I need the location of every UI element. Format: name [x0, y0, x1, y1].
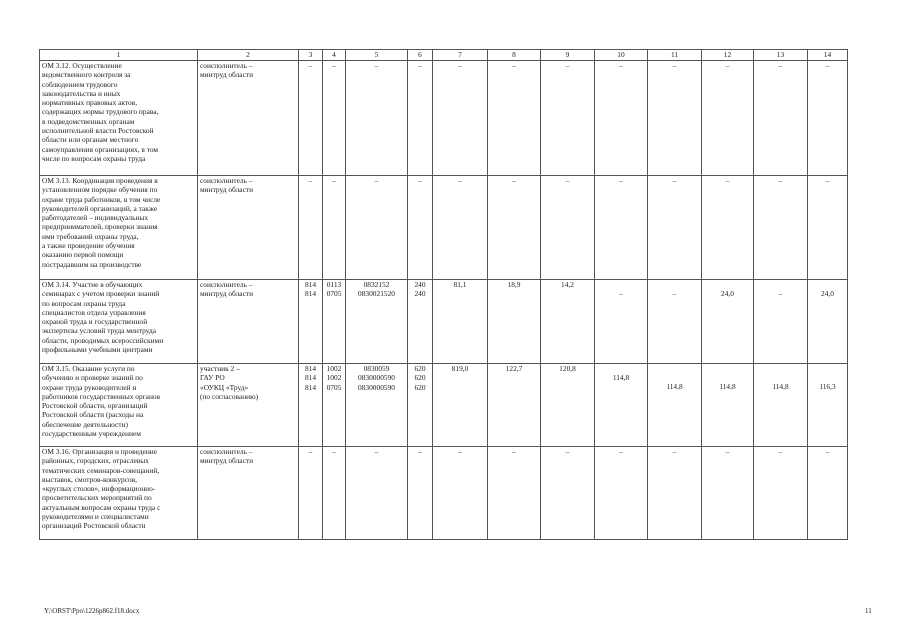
measure-name-line: выставок, смотров-конкурсов, [42, 474, 138, 484]
cell-value: – [565, 447, 570, 456]
value-cell-c4 [323, 61, 346, 176]
measure-name-line: организаций Ростовской области [42, 521, 146, 531]
measure-name-line: а также проведение обучения [42, 241, 135, 251]
table-row [40, 61, 848, 176]
measure-name-line: числе по вопросам охраны труда [42, 153, 146, 163]
value-cell-c14 [808, 280, 848, 364]
value-cell-c7 [433, 176, 488, 280]
measure-name-line: руководителей организаций, а также [42, 203, 158, 213]
col-header: 5 [346, 50, 408, 61]
cell-value: – [825, 447, 830, 456]
value-cell-c3 [299, 61, 323, 176]
cell-value: 814 [304, 280, 317, 289]
cell-value: – [512, 176, 516, 185]
measure-name-line: ведомственного контроля за [42, 70, 131, 80]
col-header: 7 [433, 50, 488, 61]
cell-value: 240 [414, 289, 426, 299]
value-cell-c7 [433, 447, 488, 540]
cell-value: 122,7 [505, 364, 523, 373]
cell-value: – [308, 61, 313, 70]
cell-value: – [778, 447, 783, 456]
measure-name-line: охране труда работников, в том числе [42, 194, 161, 204]
cell-value: – [374, 61, 379, 70]
cell-value: – [778, 61, 783, 70]
cell-value: – [332, 61, 336, 70]
table-row [40, 280, 848, 364]
col-header: 4 [323, 50, 346, 61]
col-header: 10 [595, 50, 648, 61]
value-cell-c13 [754, 176, 808, 280]
cell-value: 240 [414, 280, 426, 289]
footer-file-path: Y:\ORST\Ppo\1226p862.f18.docx [44, 607, 140, 615]
cell-value: 114,8 [612, 373, 630, 382]
cell-value: – [825, 61, 830, 70]
executor-line: соисполнитель – [200, 280, 253, 289]
cell-value: 819,0 [451, 364, 469, 373]
cell-value: 116,3 [819, 382, 836, 391]
value-cell-c5 [346, 447, 408, 540]
col-header: 13 [754, 50, 808, 61]
measure-name-line: ОМ 3.14. Участие в обучающих [42, 280, 143, 289]
cell-value: 0830059 [363, 364, 390, 373]
col-header: 14 [808, 50, 848, 61]
cell-value: 0705 [326, 382, 342, 392]
measure-name-line: Ростовской области (расходы на [42, 410, 144, 420]
cell-value: – [458, 176, 462, 185]
col-header: 6 [408, 50, 433, 61]
value-cell-c11 [648, 447, 702, 540]
cell-value: – [565, 176, 570, 185]
cell-value: 1002 [326, 373, 342, 383]
cell-value: 14,2 [561, 280, 574, 289]
cell-value: – [512, 61, 516, 70]
executor-line: минтруд области [200, 289, 254, 299]
col-header: 11 [648, 50, 702, 61]
value-cell-c10 [595, 176, 648, 280]
cell-value: – [778, 289, 783, 298]
cell-value: – [374, 176, 379, 185]
cell-value: – [458, 61, 462, 70]
value-cell-c6 [408, 280, 433, 364]
cell-value: – [672, 447, 677, 456]
cell-value: – [619, 176, 623, 185]
table-row [40, 364, 848, 447]
cell-value: 620 [414, 364, 426, 373]
cell-value: 18,9 [507, 280, 521, 289]
measure-name-line: профильными учебными центрами [42, 345, 153, 355]
value-cell-c8 [488, 364, 541, 447]
measure-name-line: ОМ 3.13. Координация проведения в [42, 176, 158, 185]
cell-value: 620 [414, 373, 426, 383]
measure-name-line: ОМ 3.16. Организация и проведение [42, 447, 158, 456]
value-cell-c3 [299, 447, 323, 540]
measure-name-line: руководителями и специалистами [42, 512, 149, 522]
cell-value: – [512, 447, 516, 456]
cell-value: 114,8 [719, 382, 736, 391]
measure-name-line: исполнительной власти Ростовской [42, 126, 154, 136]
executor-cell [198, 447, 299, 540]
measure-name-line: семинарах с учетом проверки знаний [42, 289, 160, 299]
cell-value: 24,0 [821, 289, 834, 298]
table-row [40, 447, 848, 540]
executor-line: участник 2 – [200, 364, 240, 373]
executor-line: соисполнитель – [200, 61, 253, 70]
value-cell-c10 [595, 61, 648, 176]
cell-value: – [672, 61, 677, 70]
value-cell-c9 [541, 447, 595, 540]
measure-name-line: государственным учреждением [42, 429, 141, 439]
cell-value: – [725, 447, 730, 456]
cell-value: – [825, 176, 830, 185]
value-cell-c10 [595, 447, 648, 540]
measure-name-cell [40, 61, 198, 176]
value-cell-c12 [702, 280, 754, 364]
measure-name-line: установленном порядке обучения по [42, 185, 158, 195]
value-cell-c11 [648, 364, 702, 447]
measure-name-line: районных, городских, отраслевых [42, 456, 149, 466]
measure-name-line: обеспечение деятельности) [42, 419, 128, 429]
measure-name-line: соблюдением трудового [42, 79, 118, 89]
cell-value: 81,1 [453, 280, 467, 289]
value-cell-c14 [808, 447, 848, 540]
cell-value: 114,8 [772, 382, 789, 391]
cell-value: – [332, 447, 336, 456]
value-cell-c8 [488, 280, 541, 364]
executor-line: (по согласованию) [200, 391, 259, 401]
measure-name-line: тематических семинаров-совещаний, [42, 465, 160, 475]
measure-name-line: работодателей – индивидуальных [42, 213, 149, 223]
value-cell-c13 [754, 447, 808, 540]
cell-value: – [778, 176, 783, 185]
value-cell-c10 [595, 280, 648, 364]
value-cell-c7 [433, 364, 488, 447]
cell-value: – [308, 176, 313, 185]
value-cell-c6 [408, 61, 433, 176]
value-cell-c12 [702, 176, 754, 280]
measure-name-line: экспертизы условий труда минтруда [42, 326, 157, 336]
value-cell-c9 [541, 280, 595, 364]
value-cell-c5 [346, 364, 408, 447]
value-cell-c6 [408, 364, 433, 447]
cell-value: – [725, 61, 730, 70]
cell-value: 0830021520 [358, 289, 395, 299]
value-cell-c5 [346, 176, 408, 280]
value-cell-c5 [346, 280, 408, 364]
measure-name-cell [40, 364, 198, 447]
cell-value: 814 [304, 364, 317, 373]
measure-name-line: актуальным вопросам охраны труда с [42, 502, 161, 512]
measure-name-line: по вопросам охраны труда [42, 298, 126, 308]
measure-name-line: области или органам местного [42, 135, 139, 145]
measure-name-line: специалистов отдела управления [42, 307, 146, 317]
measure-name-line: ОМ 3.12. Осуществление [42, 61, 122, 70]
value-cell-c6 [408, 176, 433, 280]
measure-name-line: обучению и проверке знаний по [42, 373, 143, 383]
cell-value: 0830000590 [358, 382, 395, 392]
value-cell-c14 [808, 61, 848, 176]
measure-name-line: области, проводимых всероссийскими [42, 335, 164, 345]
value-cell-c8 [488, 176, 541, 280]
value-cell-c4 [323, 364, 346, 447]
cell-value: – [619, 61, 623, 70]
cell-value: 0832152 [363, 280, 390, 289]
measure-name-line: просветительских мероприятий по [42, 493, 152, 503]
value-cell-c5 [346, 61, 408, 176]
measure-name-line: Ростовской области, организаций [42, 401, 148, 411]
value-cell-c12 [702, 447, 754, 540]
measure-name-line: предпринимателей, проверки знания [42, 222, 158, 232]
executor-line: минтруд области [200, 185, 254, 195]
cell-value: 0705 [326, 289, 342, 299]
measure-name-cell [40, 176, 198, 280]
value-cell-c6 [408, 447, 433, 540]
value-cell-c7 [433, 280, 488, 364]
cell-value: – [725, 176, 730, 185]
measure-name-line: в подведомственных органам [42, 116, 135, 126]
table-row [40, 176, 848, 280]
value-cell-c13 [754, 61, 808, 176]
cell-value: – [458, 447, 462, 456]
cell-value: 620 [414, 382, 426, 392]
executor-cell [198, 61, 299, 176]
executor-line: минтруд области [200, 70, 254, 80]
value-cell-c11 [648, 176, 702, 280]
measure-name-line: нормативных правовых актов, [42, 98, 138, 108]
measure-name-line: законодательства и иных [42, 88, 121, 98]
col-header: 9 [541, 50, 595, 61]
measure-name-line: оказанию первой помощи [42, 250, 124, 260]
cell-value: 114,8 [666, 382, 683, 391]
measure-name-line: пострадавшим на производстве [42, 259, 142, 269]
value-cell-c11 [648, 280, 702, 364]
executor-line: ГАУ РО [200, 373, 225, 383]
executor-line: минтруд области [200, 456, 254, 466]
col-header: 12 [702, 50, 754, 61]
cell-value: – [418, 447, 422, 456]
value-cell-c9 [541, 364, 595, 447]
cell-value: – [374, 447, 379, 456]
cell-value: 814 [304, 382, 317, 392]
measure-name-line: работников государственных органов [42, 391, 161, 401]
executor-line: «ОУКЦ «Труд» [200, 382, 249, 392]
value-cell-c11 [648, 61, 702, 176]
cell-value: – [418, 176, 422, 185]
col-header: 8 [488, 50, 541, 61]
measure-name-line: охраной труда и государственной [42, 317, 148, 327]
value-cell-c3 [299, 176, 323, 280]
value-cell-c12 [702, 364, 754, 447]
value-cell-c4 [323, 280, 346, 364]
cell-value: 814 [304, 373, 317, 383]
cell-value: – [565, 61, 570, 70]
cell-value: 1002 [326, 364, 342, 373]
measure-name-cell [40, 447, 198, 540]
cell-value: 24,0 [721, 289, 734, 298]
measure-name-line: ОМ 3.15. Оказание услуги по [42, 364, 135, 373]
measure-name-cell [40, 280, 198, 364]
cell-value: – [619, 447, 623, 456]
measure-name-line: самоуправления организациях, в том [42, 144, 159, 154]
cell-value: – [332, 176, 336, 185]
col-header: 1 [40, 50, 198, 61]
value-cell-c4 [323, 176, 346, 280]
cell-value: – [672, 176, 677, 185]
value-cell-c12 [702, 61, 754, 176]
value-cell-c4 [323, 447, 346, 540]
executor-line: соисполнитель – [200, 447, 253, 456]
cell-value: – [672, 289, 677, 298]
executor-cell [198, 364, 299, 447]
value-cell-c8 [488, 447, 541, 540]
value-cell-c8 [488, 61, 541, 176]
value-cell-c9 [541, 176, 595, 280]
footer-page-number: 11 [865, 607, 872, 615]
value-cell-c10 [595, 364, 648, 447]
value-cell-c14 [808, 364, 848, 447]
measure-name-line: «круглых столов», информационно- [42, 484, 156, 494]
executor-cell [198, 280, 299, 364]
cell-value: 814 [304, 289, 317, 299]
cell-value: 0830000590 [358, 373, 395, 383]
cell-value: – [619, 289, 623, 298]
measure-name-line: ими требований охраны труда, [42, 231, 139, 241]
value-cell-c3 [299, 280, 323, 364]
header-row [40, 50, 848, 61]
executor-cell [198, 176, 299, 280]
value-cell-c13 [754, 280, 808, 364]
value-cell-c7 [433, 61, 488, 176]
value-cell-c9 [541, 61, 595, 176]
col-header: 3 [299, 50, 323, 61]
cell-value: – [308, 447, 313, 456]
cell-value: 0113 [326, 280, 342, 289]
col-header: 2 [198, 50, 299, 61]
executor-line: соисполнитель – [200, 176, 253, 185]
cell-value: – [418, 61, 422, 70]
value-cell-c14 [808, 176, 848, 280]
value-cell-c3 [299, 364, 323, 447]
cell-value: 120,8 [559, 364, 576, 373]
program-table [39, 49, 848, 540]
value-cell-c13 [754, 364, 808, 447]
measure-name-line: охране труда руководителей и [42, 382, 137, 392]
measure-name-line: содержащих нормы трудового права, [42, 107, 159, 117]
